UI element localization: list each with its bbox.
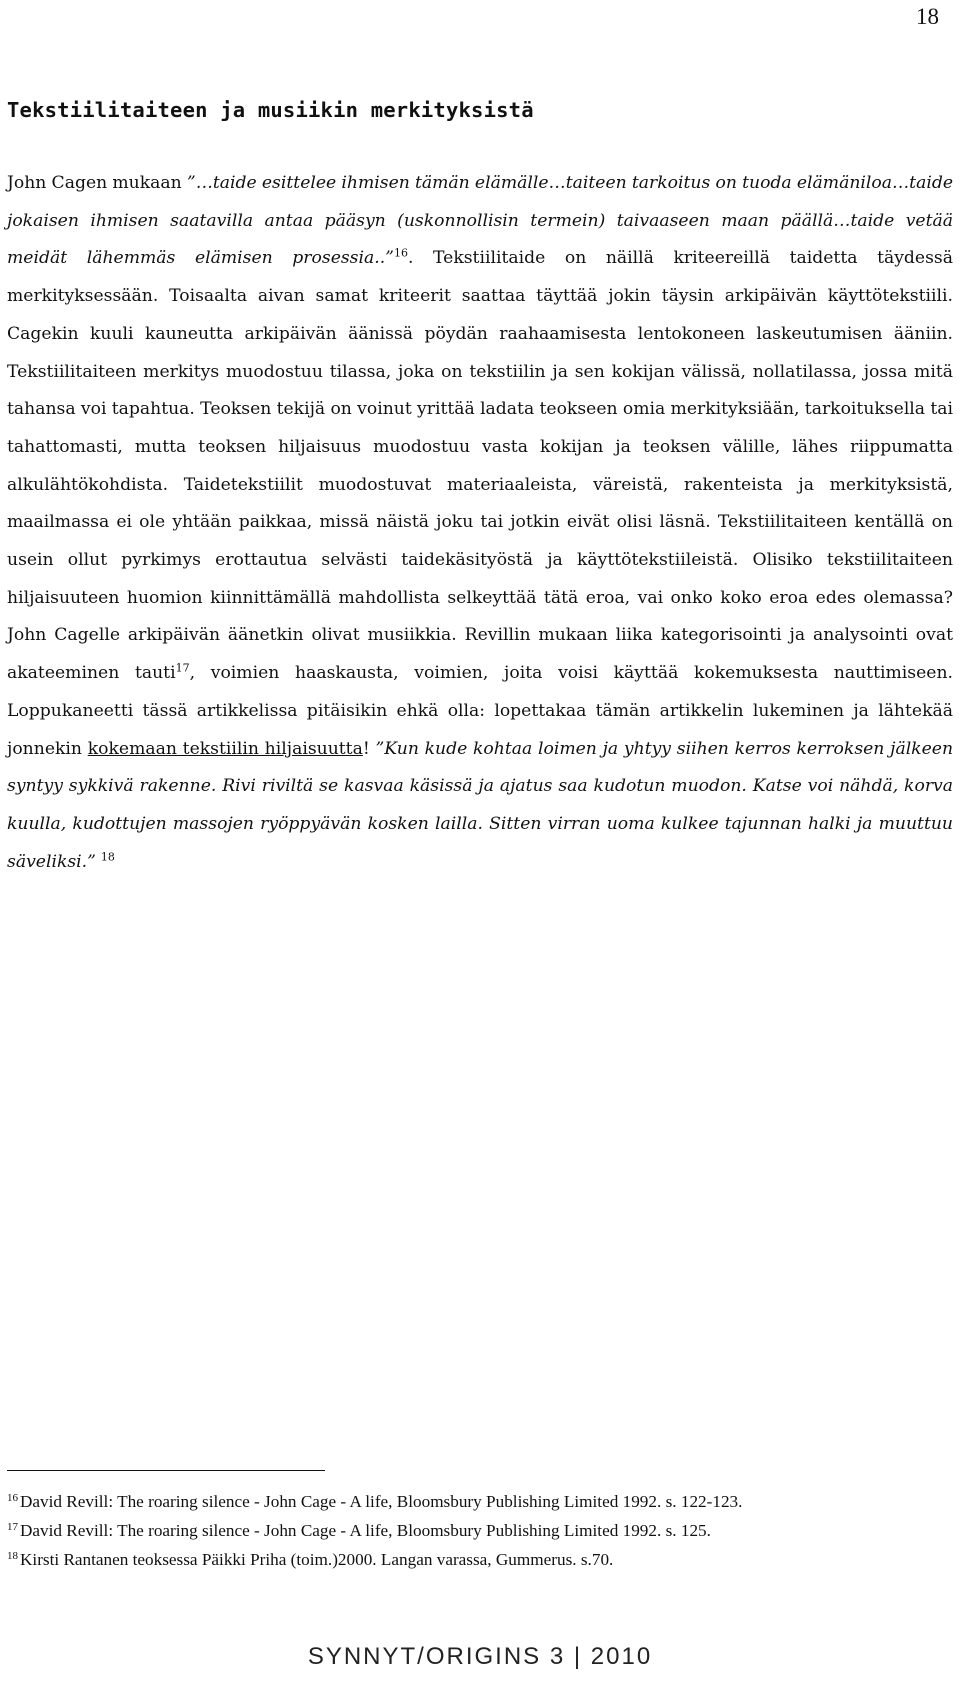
continued-text: , voimien haaskausta, voimien, joita voisi käyttää kokemuksesta nauttimiseen. Loppukaneetti tässä artikkelissa pitäisikin ehkä olla: lopettakaa tämän artikkelin lukeminen ja lähtekää jonnekin	[7, 663, 953, 759]
rantanen-quote: ”Kun kude kohtaa loimen ja yhtyy siihen kerros kerroksen jälkeen syntyy sykkivä rakenne. Rivi riviltä se kasvaa käsissä ja ajatus saa kudotun muodon. Katse voi nähdä, korva kuulla, kudottujen massojen ryöppyävän kosken lailla. Sitten virran uoma kulkee tajunnan halki ja muuttuu säveliksi.”	[7, 738, 954, 872]
exclamation: !	[362, 738, 376, 759]
footnotes	[7, 1487, 947, 1574]
footnote-text: Kirsti Rantanen teoksessa Päikki Priha (toim.)2000. Langan varassa, Gummerus. s.70.	[20, 1550, 614, 1569]
underlined-phrase: kokemaan tekstiilin hiljaisuutta	[87, 738, 363, 759]
main-text: . Tekstiilitaide on näillä kriteereillä taidetta täydessä merkityksessään. Toisaalta aivan samat kriteerit saattaa täyttää jokin täysin arkipäivän käyttötekstiili. Cagekin kuuli kauneutta arkipäivän äänissä pöydän raahaamisesta lentokoneen laskeutumisen ääniin. Tekstiilitaiteen merkitys muodostuu tilassa, joka on tekstiilin ja sen kokijan välissä, nollatilassa, jossa mitä tahansa voi tapahtua. Teoksen tekijä on voinut yrittää ladata teokseen omia merkityksiään, tarkoituksella tai tahattomasti, mutta teoksen hiljaisuus muodostuu vasta kokijan ja teoksen välille, lähes riippumatta alkulähtökohdista. Taidetekstiilit muodostuvat materiaaleista, väreistä, rakenteista ja merkityksistä, maailmassa ei ole yhtään paikkaa, missä näistä joku tai jotkin eivät olisi läsnä. Tekstiilitaiteen kentällä on usein ollut pyrkimys erottautua selvästi taidekäsityöstä ja käyttötekstiileistä. Olisiko tekstiilitaiteen hiljaisuuteen huomion kiinnittämällä mahdollista selkeyttää tätä eroa, vai onko koko eroa edes olemassa? John Cagelle arkipäivän äänetkin olivat musiikkia. Revillin mukaan liika kategorisointi ja analysointi ovat akateeminen tauti	[7, 248, 953, 684]
footnote-text: David Revill: The roaring silence - John Cage - A life, Bloomsbury Publishing Limited 1992. s. 125.	[20, 1521, 711, 1540]
footnote-number: 16	[7, 1492, 18, 1504]
footnote-separator	[7, 1470, 325, 1471]
footnote-17	[7, 1516, 947, 1542]
footnote-ref-18[interactable]: 18	[100, 849, 115, 863]
footnote-ref-16[interactable]: 16	[393, 246, 408, 260]
intro-text: John Cagen mukaan	[7, 173, 187, 193]
footnote-16	[7, 1487, 947, 1513]
footnote-text: David Revill: The roaring silence - John Cage - A life, Bloomsbury Publishing Limited 1992. s. 122-123.	[20, 1492, 743, 1511]
footnote-number: 18	[7, 1550, 18, 1562]
section-heading: Tekstiilitaiteen ja musiikin merkityksistä	[7, 98, 534, 122]
journal-footer: SYNNYT/ORIGINS 3 | 2010	[307, 1643, 653, 1670]
footnote-ref-17[interactable]: 17	[175, 661, 190, 675]
cage-quote: ”…taide esittelee ihmisen tämän elämälle…taiteen tarkoitus on tuoda elämäniloa…taide jokaisen ihmisen saatavilla antaa pääsyn (uskonnollisin termein) taivaaseen maan päällä…taide vetää meidät lähemmäs elämisen prosessia..”	[7, 173, 953, 269]
footnote-number: 17	[7, 1521, 18, 1533]
footnote-18	[7, 1545, 947, 1571]
page-number: 18	[916, 4, 939, 29]
body-paragraph	[7, 165, 953, 881]
